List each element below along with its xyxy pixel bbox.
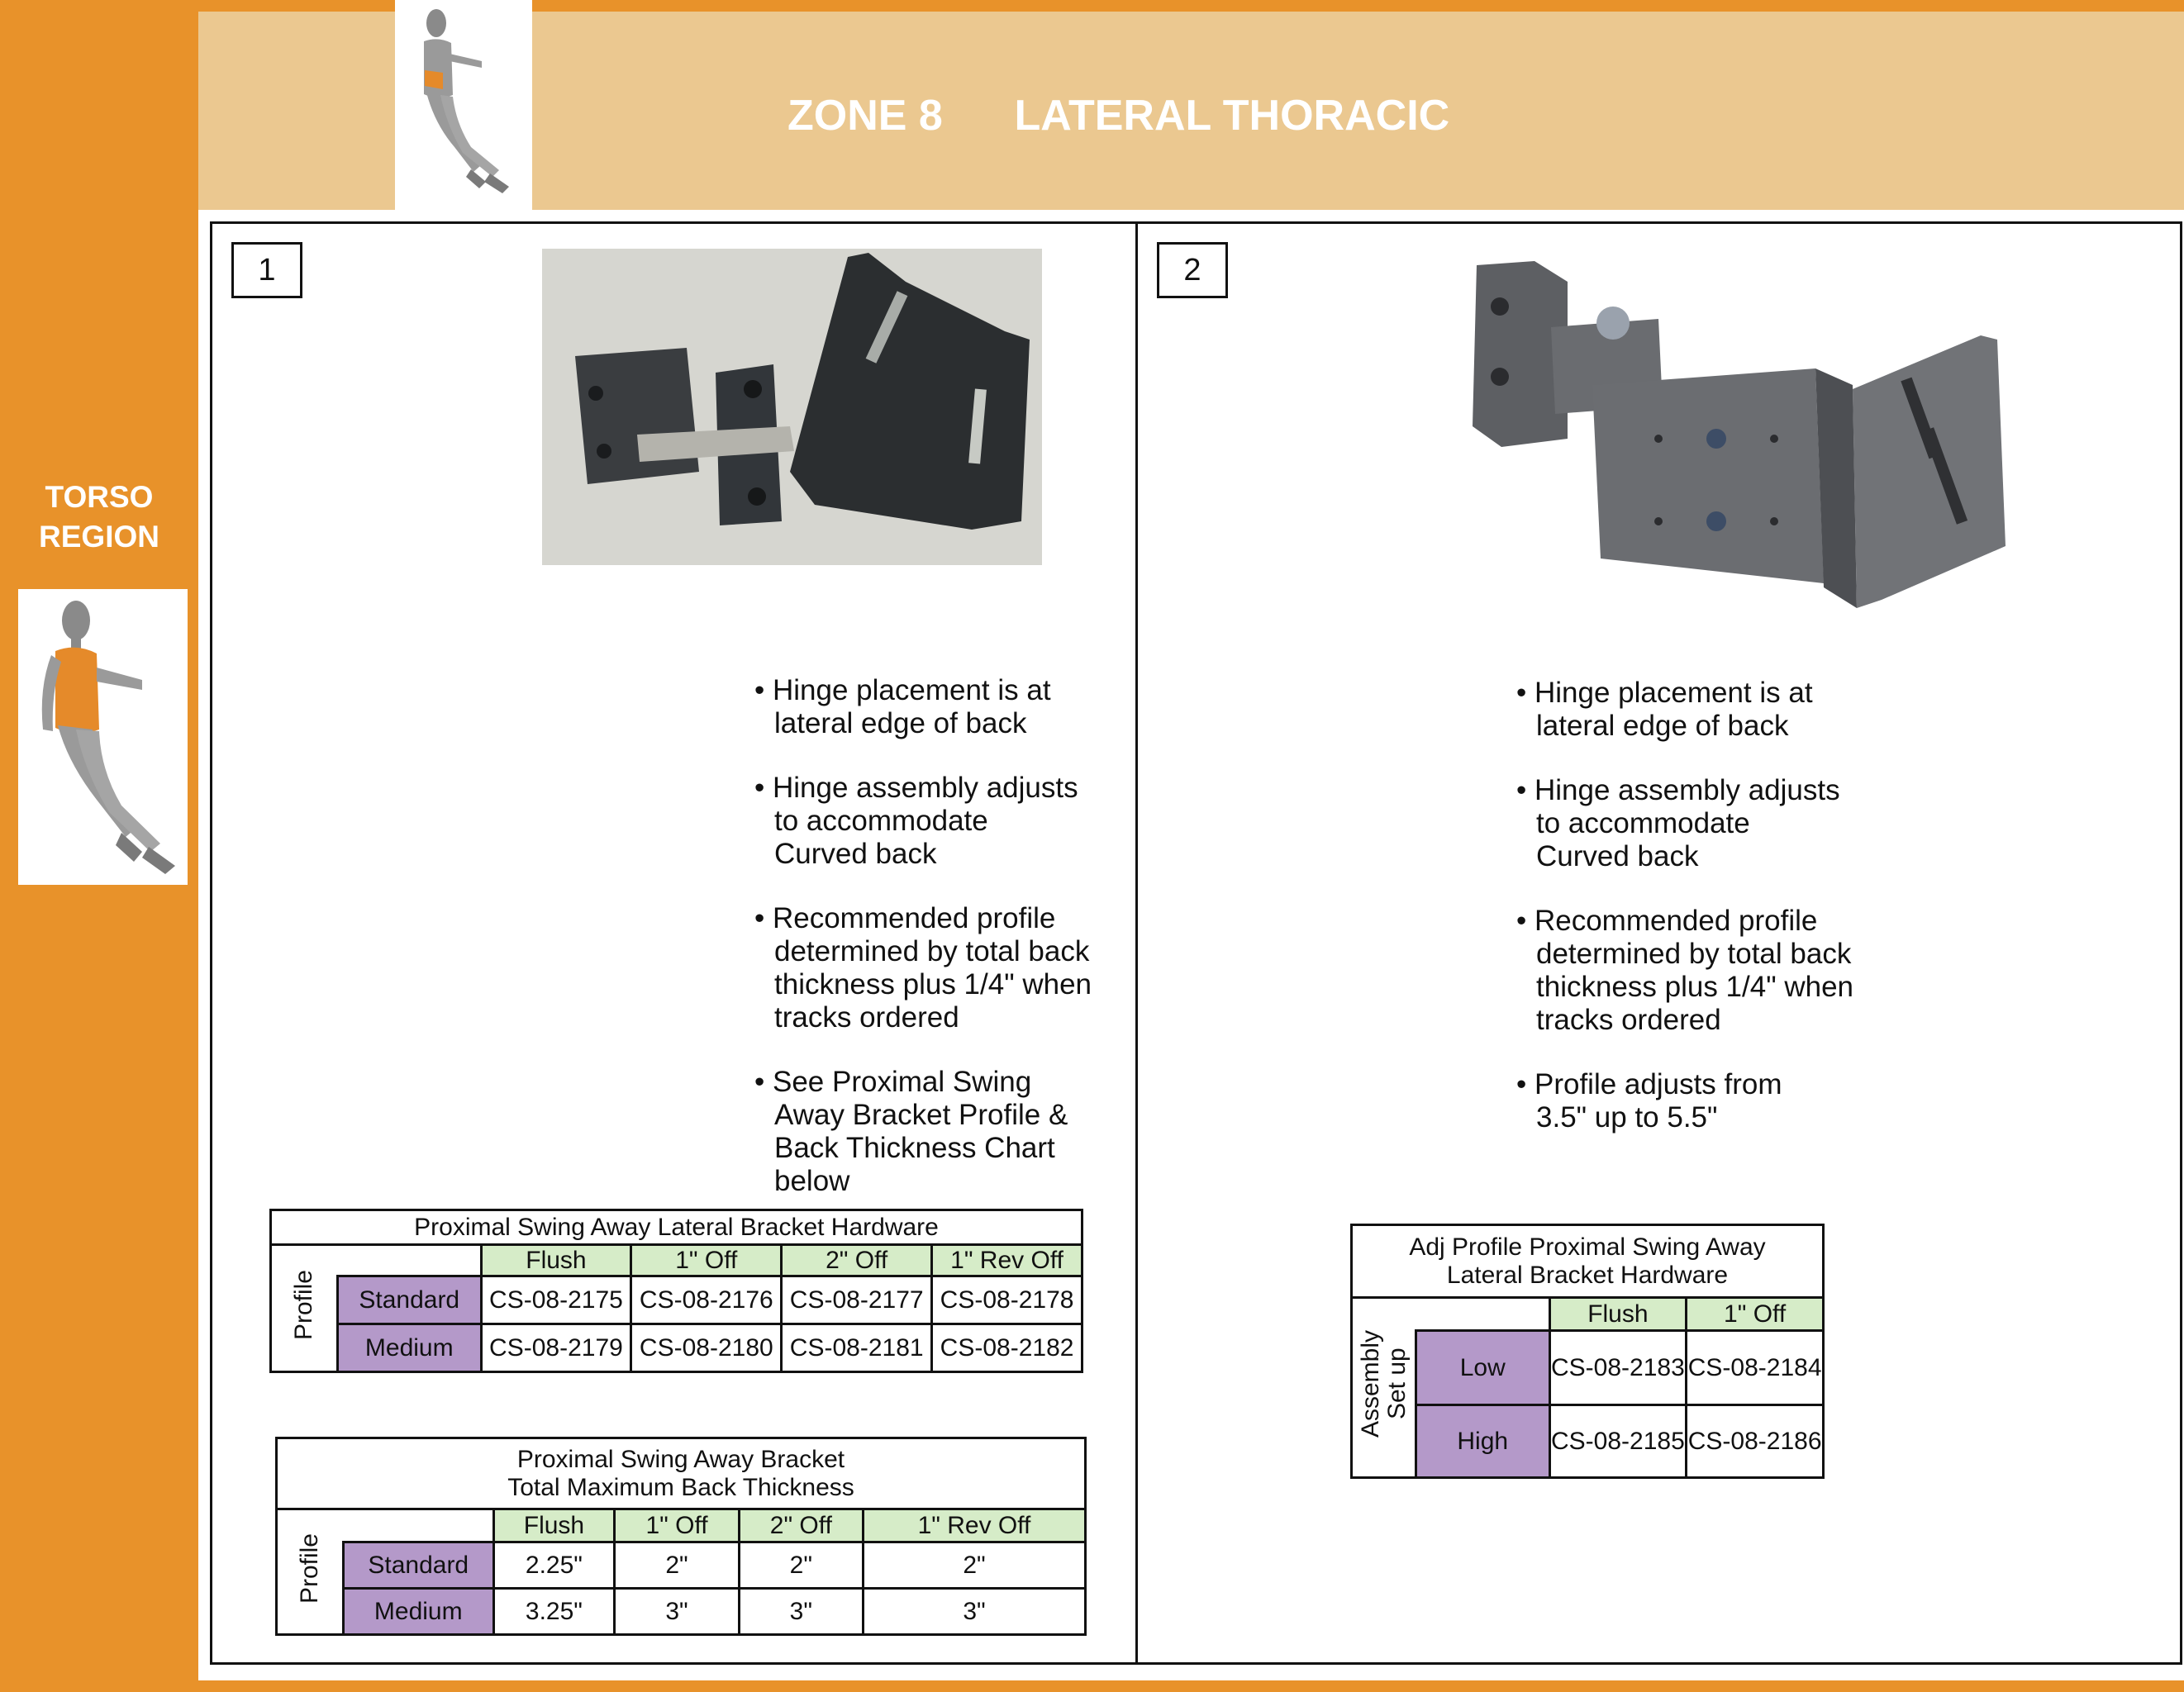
table-cell: 2" <box>615 1542 739 1589</box>
thickness-table <box>275 1437 1087 1636</box>
table-cell: CS-08-2184 <box>1687 1331 1824 1405</box>
table-cell: CS-08-2179 <box>481 1324 631 1372</box>
blank-corner <box>338 1245 482 1276</box>
blank-corner <box>1416 1298 1550 1331</box>
side-label: Profile <box>290 1269 317 1341</box>
column-header: Flush <box>493 1509 615 1542</box>
table-title: Adj Profile Proximal Swing Away Lateral Bracket Hardware <box>1352 1225 1824 1298</box>
table-cell: CS-08-2180 <box>631 1324 782 1372</box>
side-label: Assembly Set up <box>1356 1330 1411 1438</box>
bracket-render-2 <box>1468 261 2047 608</box>
table-cell: 3" <box>864 1589 1086 1635</box>
column-header: Flush <box>481 1245 631 1276</box>
table-cell: CS-08-2182 <box>932 1324 1082 1372</box>
panel-1 <box>210 221 1138 1665</box>
side-label-cell <box>277 1509 344 1635</box>
bracket-photo-1 <box>542 249 1042 565</box>
table-cell: 3" <box>615 1589 739 1635</box>
row-header: Standard <box>344 1542 494 1589</box>
adj-hardware-table <box>1350 1224 1825 1479</box>
table-cell: CS-08-2175 <box>481 1276 631 1324</box>
note-item: • Recommended profile determined by total back thickness plus 1/4" when tracks ordered <box>1516 905 1854 1036</box>
panel-2-notes <box>1516 677 1913 1166</box>
side-label: Profile <box>296 1533 323 1604</box>
hardware-table <box>269 1209 1083 1373</box>
column-header: Flush <box>1549 1298 1687 1331</box>
column-header: 1" Rev Off <box>932 1245 1082 1276</box>
column-header: 2" Off <box>739 1509 863 1542</box>
note-item: • Hinge placement is at lateral edge of back <box>1516 677 1813 742</box>
column-header: 1" Off <box>615 1509 739 1542</box>
row-header: Medium <box>338 1324 482 1372</box>
table-cell: CS-08-2181 <box>782 1324 932 1372</box>
table-title: Proximal Swing Away Lateral Bracket Hardware <box>271 1210 1082 1245</box>
panel-1-notes <box>754 674 1126 1229</box>
seated-figure-icon <box>395 0 532 210</box>
table-cell: CS-08-2183 <box>1549 1331 1687 1405</box>
column-header: 1" Off <box>1687 1298 1824 1331</box>
table-cell: 2.25" <box>493 1542 615 1589</box>
column-header: 2" Off <box>782 1245 932 1276</box>
side-label-cell <box>1352 1298 1416 1478</box>
panel-number: 1 <box>231 242 302 298</box>
table-cell: CS-08-2176 <box>631 1276 782 1324</box>
table-cell: 3" <box>739 1589 863 1635</box>
bottom-accent-bar <box>198 1680 2184 1692</box>
table-cell: CS-08-2178 <box>932 1276 1082 1324</box>
side-label-cell <box>271 1245 338 1372</box>
table-title: Proximal Swing Away Bracket Total Maximum Back Thickness <box>277 1438 1086 1509</box>
row-header: Standard <box>338 1276 482 1324</box>
note-item: • Hinge assembly adjusts to accommodate Curved back <box>754 772 1078 870</box>
panel-number: 2 <box>1157 242 1228 298</box>
column-header: 1" Rev Off <box>864 1509 1086 1542</box>
panel-2 <box>1138 221 2182 1665</box>
blank-corner <box>344 1509 494 1542</box>
table-cell: CS-08-2177 <box>782 1276 932 1324</box>
region-label: TORSO REGION <box>39 480 159 554</box>
table-cell: CS-08-2186 <box>1687 1405 1824 1478</box>
row-header: Low <box>1416 1331 1550 1405</box>
note-item: • Hinge placement is at lateral edge of back <box>754 674 1051 739</box>
note-item: • Recommended profile determined by total back thickness plus 1/4" when tracks ordered <box>754 902 1092 1034</box>
note-item: • Hinge assembly adjusts to accommodate Curved back <box>1516 774 1840 872</box>
table-cell: 2" <box>739 1542 863 1589</box>
table-cell: 3.25" <box>493 1589 615 1635</box>
table-cell: CS-08-2185 <box>1549 1405 1687 1478</box>
torso-figure-icon <box>18 589 188 885</box>
note-item: • See Proximal Swing Away Bracket Profile & Back Thickness Chart below <box>754 1066 1068 1197</box>
page-title: ZONE 8 LATERAL THORACIC <box>787 92 1450 140</box>
table-cell: 2" <box>864 1542 1086 1589</box>
column-header: 1" Off <box>631 1245 782 1276</box>
row-header: Medium <box>344 1589 494 1635</box>
row-header: High <box>1416 1405 1550 1478</box>
note-item: • Profile adjusts from 3.5" up to 5.5" <box>1516 1068 1782 1134</box>
